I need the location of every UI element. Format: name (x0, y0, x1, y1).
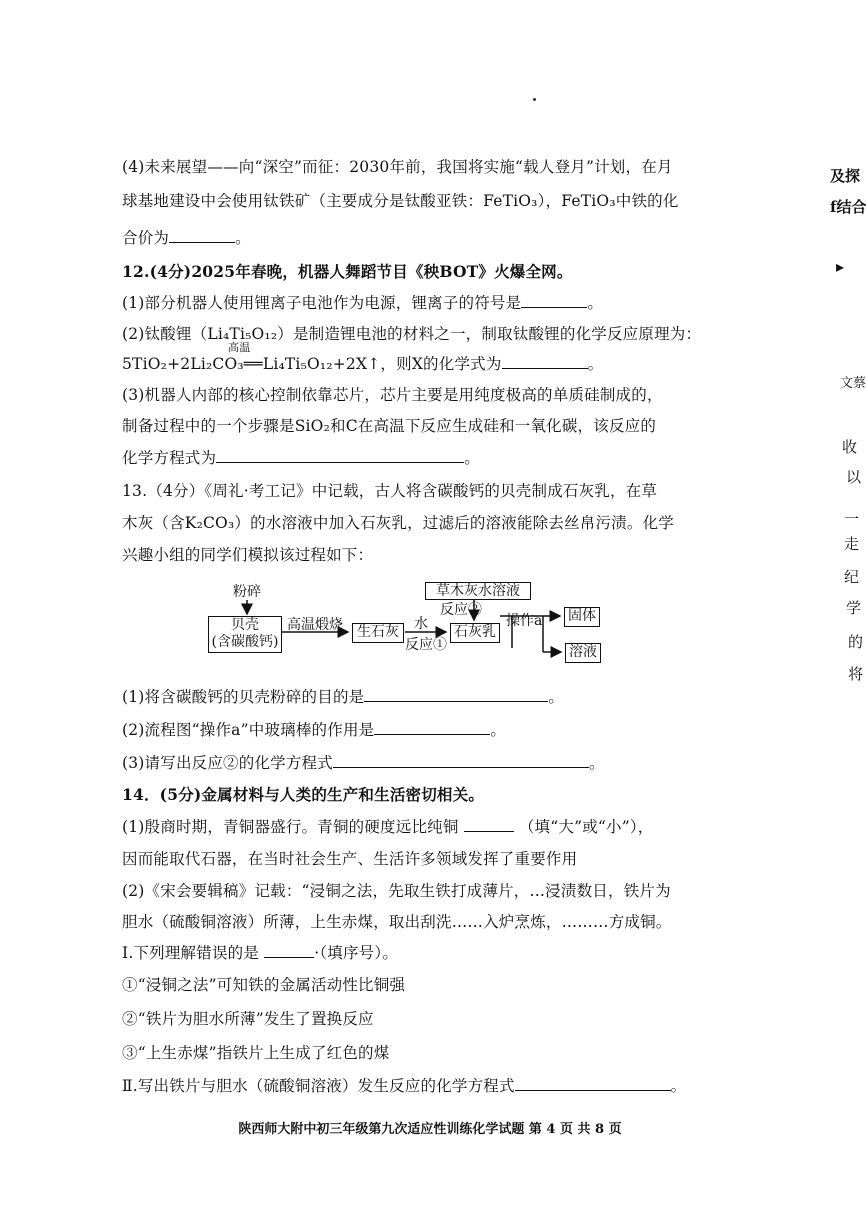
reaction2-label: 反应② (440, 602, 482, 618)
ash-solution-box: 草木灰水溶液 (425, 582, 531, 600)
q13-part3: (3)请写出反应②的化学方程式 。 (122, 754, 605, 772)
q12-part2-line1: (2)钛酸锂（Li₄Ti₅O₁₂）是制造锂电池的材料之一，制取钛酸锂的化学反应原理为： (122, 325, 702, 343)
answer-blank[interactable] (515, 1076, 671, 1091)
option-2: ②“铁片为胆水所薄”发生了置换反应 (122, 1010, 374, 1028)
slaked-lime-box: 石灰乳 (450, 623, 500, 643)
fragment: 及探 (830, 167, 861, 185)
fragment: 走 (844, 535, 860, 553)
fragment: f结合 (830, 198, 866, 216)
calcine-label: 高温煅烧 (287, 617, 343, 633)
reaction1-label: 反应① (405, 637, 447, 653)
q14-part1-line1: (1)殷商时期，青铜器盛行。青铜的硬度远比纯铜 （填“大”或“小”）， (122, 818, 654, 836)
crush-label: 粉碎 (233, 584, 261, 600)
q12-part2-equation: 高温 5TiO₂+2Li₂CO₃══Li₄Ti₅O₁₂+2X↑，则X的化学式为 。 (122, 341, 604, 373)
fragment: 一 (844, 510, 860, 528)
fragment: 以 (846, 468, 862, 486)
fragment-mark: ▸ (836, 257, 845, 276)
answer-blank[interactable] (464, 817, 514, 832)
q13-line2: 木灰（含K₂CO₃）的水溶液中加入石灰乳，过滤后的溶液能除去丝帛污渍。化学 (122, 514, 674, 532)
q11-part4-line3: 合价为 。 (122, 229, 251, 247)
q12-part3-line1: (3)机器人内部的核心控制依靠芯片，芯片主要是用纯度极高的单质硅制成的， (122, 386, 663, 404)
solid-box: 固体 (564, 607, 600, 627)
q11-part4-line2: 球基地建设中会使用钛铁矿（主要成分是钛酸亚铁：FeTiO₃），FeTiO₃中铁的化 (122, 192, 679, 210)
q13-line1: 13.（4分）《周礼·考工记》中记载，古人将含碳酸钙的贝壳制成石灰乳，在草 (122, 482, 658, 500)
quicklime-box: 生石灰 (352, 623, 404, 643)
answer-blank[interactable] (333, 753, 589, 768)
option-3: ③“上生赤煤”指铁片上生成了红色的煤 (122, 1044, 390, 1062)
fragment: 文蔡 (840, 376, 866, 391)
operation-a-label: 操作a (506, 613, 543, 629)
fragment: 的 (848, 633, 864, 651)
fragment: 学 (846, 599, 862, 617)
q11-part4-line1: (4)未来展望——向“深空”而征：2030年前，我国将实施“载人登月”计划，在月 (122, 158, 673, 176)
page-footer: 陕西师大附中初三年级第九次适应性训练化学试题 第 4 页 共 8 页 (238, 1122, 622, 1137)
fragment: 将 (848, 665, 864, 683)
q13-part2: (2)流程图“操作a”中玻璃棒的作用是 。 (122, 721, 507, 739)
answer-blank[interactable] (374, 720, 490, 735)
shell-box: 贝壳 (含碳酸钙) (208, 616, 282, 653)
q12-part3-line2: 制备过程中的一个步骤是SiO₂和C在高温下反应生成硅和一氧化碳，该反应的 (122, 417, 657, 435)
q13-part1: (1)将含碳酸钙的贝壳粉碎的目的是 。 (122, 688, 565, 706)
solution-box: 溶液 (565, 643, 601, 663)
option-1: ①“浸铜之法”可知铁的金属活动性比铜强 (122, 976, 406, 994)
q14-heading: 14．(5分)金属材料与人类的生产和生活密切相关。 (122, 785, 485, 804)
q13-line3: 兴趣小组的同学们模拟该过程如下： (122, 546, 374, 564)
water-label: 水 (414, 616, 428, 632)
answer-blank[interactable] (264, 943, 314, 958)
q12-part1: (1)部分机器人使用锂离子电池作为电源，锂离子的符号是 。 (122, 294, 604, 312)
q14-part2-II: Ⅱ.写出铁片与胆水（硫酸铜溶液）发生反应的化学方程式 。 (122, 1077, 687, 1095)
answer-blank[interactable] (364, 687, 548, 702)
fragment: 收 (842, 438, 858, 456)
q14-part2-line1: (2)《宋会要辑稿》记载：“浸铜之法，先取生铁打成薄片，…浸渍数日，铁片为 (122, 882, 671, 900)
q14-part2-line2: 胆水（硫酸铜溶液）所薄，上生赤煤，取出刮洗……入炉烹炼，………方成铜。 (122, 913, 672, 931)
reaction-condition: 高温 (228, 341, 251, 354)
q14-part1-line2: 因而能取代石器，在当时社会生产、生活许多领域发挥了重要作用 (122, 850, 578, 868)
q12-part3-line3: 化学方程式为 。 (122, 449, 480, 467)
q14-part2-I: Ⅰ.下列理解错误的是 ·（填序号）。 (122, 944, 399, 962)
q12-heading: 12.(4分)2025年春晚，机器人舞蹈节目《秧BOT》火爆全网。 (122, 262, 573, 281)
fragment: 纪 (844, 568, 860, 586)
